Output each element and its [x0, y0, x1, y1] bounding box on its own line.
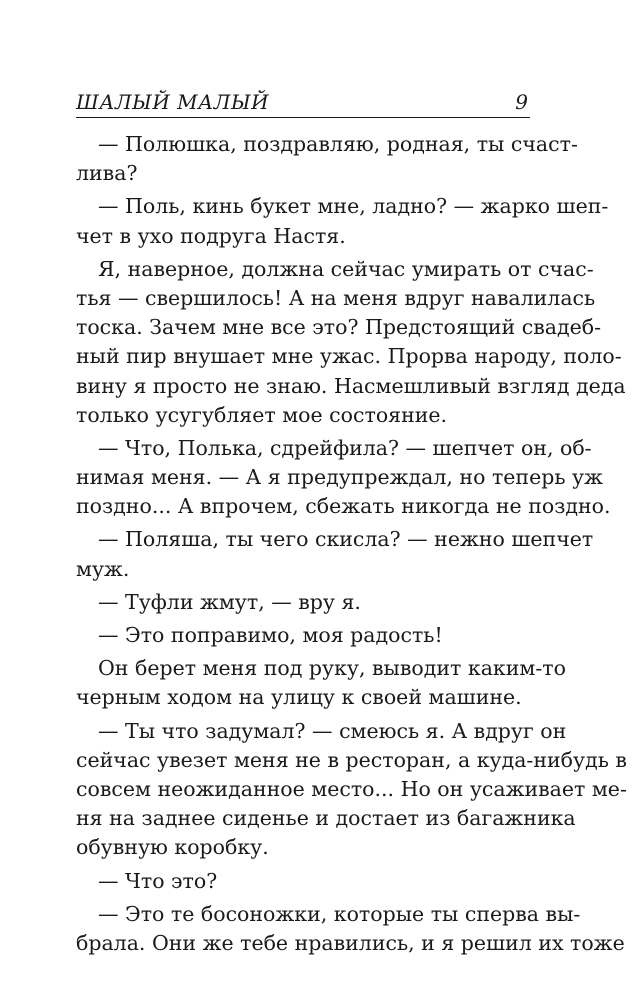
text-line: тоска. Зачем мне все это? Предстоящий свадеб-	[76, 315, 601, 340]
text-line: — Полюшка, поздравляю, родная, ты счаст-	[98, 132, 578, 156]
text-line: — Ты что задумал? — смеюсь я. А вдруг он	[98, 718, 567, 743]
text-line: — Это поправимо, моя радость!	[98, 623, 443, 647]
paragraph	[76, 434, 611, 522]
paragraph	[76, 255, 626, 430]
text-line: — Что это?	[98, 868, 218, 893]
text-line: муж.	[76, 556, 130, 581]
text-line: сейчас увезет меня не в ресторан, а куда-нибудь в	[76, 747, 627, 772]
text-line: — Это те босоножки, которые ты сперва вы-	[98, 901, 581, 926]
text-line: — Что, Полька, сдрейфила? — шепчет он, об-	[98, 435, 592, 460]
text-line: — Туфли жмут, — вру я.	[98, 589, 361, 614]
paragraph	[76, 900, 625, 958]
text-line: — Поль, кинь букет мне, ладно? — жарко шеп-	[98, 194, 609, 219]
text-line: брала. Они же тебе нравились, и я решил их тоже	[76, 930, 625, 955]
paragraph	[76, 588, 530, 617]
paragraph	[76, 867, 530, 896]
text-line: чет в ухо подруга Настя.	[76, 223, 346, 248]
text-line: вину я просто не знаю. Насмешливый взгляд деда	[76, 373, 626, 398]
text-line: поздно... А впрочем, сбежать никогда не поздно.	[76, 494, 611, 519]
text-line: обувную коробку.	[76, 835, 269, 860]
paragraph	[76, 654, 566, 712]
text-line: лива?	[76, 161, 138, 186]
paragraph	[76, 192, 609, 250]
body-text	[76, 130, 627, 962]
text-line: ня на заднее сиденье и достает из багажника	[76, 806, 576, 831]
paragraph	[76, 130, 578, 188]
text-line: совсем неожиданное место... Но он усаживает ме-	[76, 776, 627, 801]
text-line: — Поляша, ты чего скисла? — нежно шепчет	[98, 527, 594, 552]
text-line: Он берет меня под руку, выводит каким-то	[98, 656, 566, 681]
paragraph	[76, 621, 530, 650]
running-head-title: ШАЛЫЙ МАЛЫЙ	[76, 90, 270, 114]
text-line: черным ходом на улицу к своей машине.	[76, 685, 522, 710]
text-line: только усугубляет мое состояние.	[76, 402, 448, 427]
text-line: Я, наверное, должна сейчас умирать от счас-	[98, 256, 594, 281]
running-header	[76, 84, 530, 118]
paragraph	[76, 717, 627, 863]
text-line: ный пир внушает мне ужас. Прорва народу, поло-	[76, 344, 622, 369]
header-rule	[76, 117, 530, 118]
paragraph	[76, 525, 594, 583]
text-line: нимая меня. — А я предупреждал, но теперь уж	[76, 465, 603, 490]
page-number: 9	[515, 90, 528, 114]
text-line: тья — свершилось! А на меня вдруг навалилась	[76, 285, 596, 310]
